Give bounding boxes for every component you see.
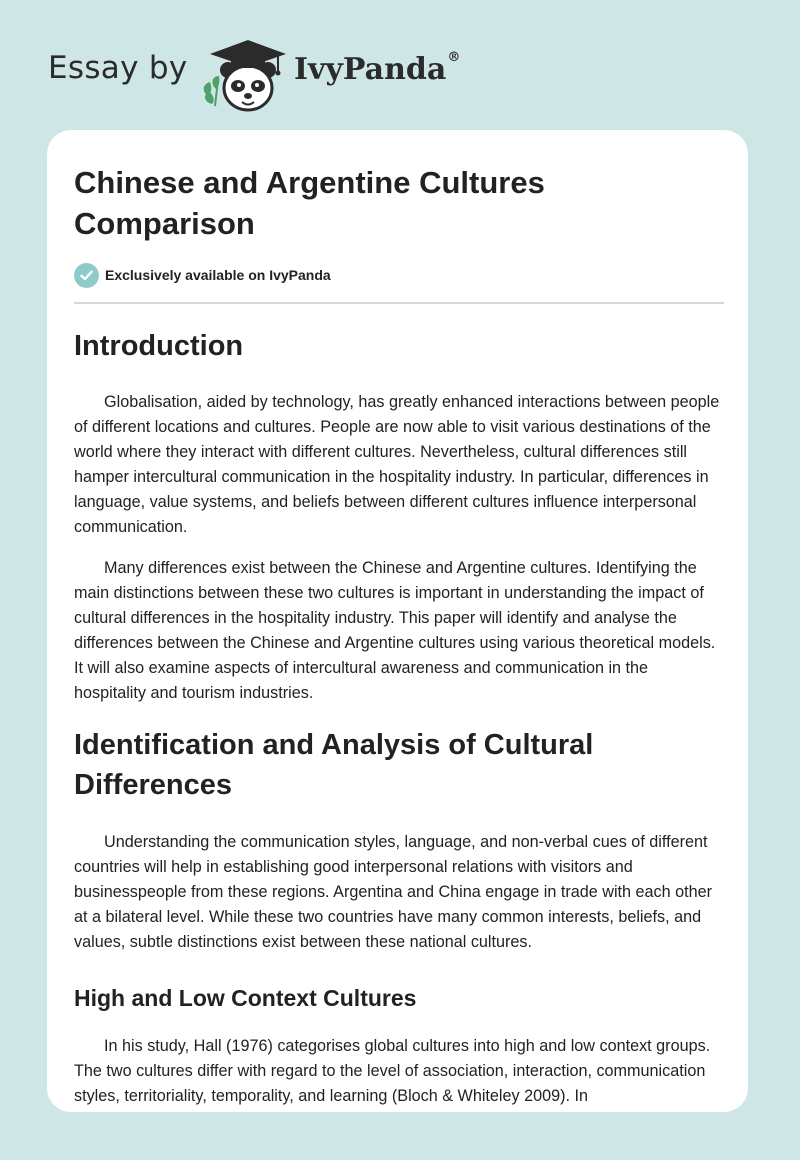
- section-heading-introduction: Introduction: [74, 330, 244, 362]
- essay-content: [74, 162, 724, 1109]
- paragraph: Many differences exist between the Chinese and Argentine cultures. Identifying the main distinctions between these two cultures is important in understanding the impact of cultural differences in the hospitality industry. This paper will identify and analyse the differences between the Chinese and Argentine cultures using various theoretical models. It will also examine aspects of intercultural awareness and communication in the hospitality and tourism industries.: [74, 559, 716, 702]
- registered-mark: ®: [447, 50, 461, 65]
- divider: [74, 302, 724, 304]
- check-circle-icon: [74, 263, 99, 288]
- paragraph: In his study, Hall (1976) categorises global cultures into high and low context groups. The two cultures differ with regard to the level of association, interaction, communication styles, territoriality, temporality, and learning (Bloch & Whiteley 2009). In: [74, 1037, 711, 1105]
- panda-graduation-cap-icon[interactable]: [198, 34, 290, 114]
- essay-card: [47, 130, 748, 1112]
- essay-title: Chinese and Argentine Cultures Comparison: [74, 165, 545, 241]
- essay-by-label: Essay by: [48, 50, 188, 86]
- site-header: [48, 34, 548, 114]
- subsection-heading-high-low-context: High and Low Context Cultures: [74, 985, 417, 1011]
- brand-name[interactable]: IvyPanda®: [294, 50, 461, 87]
- exclusive-badge-label: Exclusively available on IvyPanda: [105, 267, 331, 283]
- section-heading-identification: Identification and Analysis of Cultural Differences: [74, 729, 594, 801]
- leaf-icon: [204, 76, 220, 106]
- exclusive-badge: [74, 262, 724, 288]
- paragraph: Globalisation, aided by technology, has greatly enhanced interactions between people of different locations and cultures. People are now able to visit various destinations of the world where they interact with different cultures. Nevertheless, cultural differences still hamper intercultural communication in the hospitality industry. In particular, differences in language, value systems, and beliefs between different cultures influence interpersonal communication.: [74, 393, 720, 536]
- paragraph: Understanding the communication styles, language, and non-verbal cues of different countries will help in establishing good interpersonal relations with visitors and businesspeople from these regions. Argentina and China engage in trade with each other at a bilateral level. While these two countries have many common interests, beliefs, and values, subtle distinctions exist between these national cultures.: [74, 833, 713, 951]
